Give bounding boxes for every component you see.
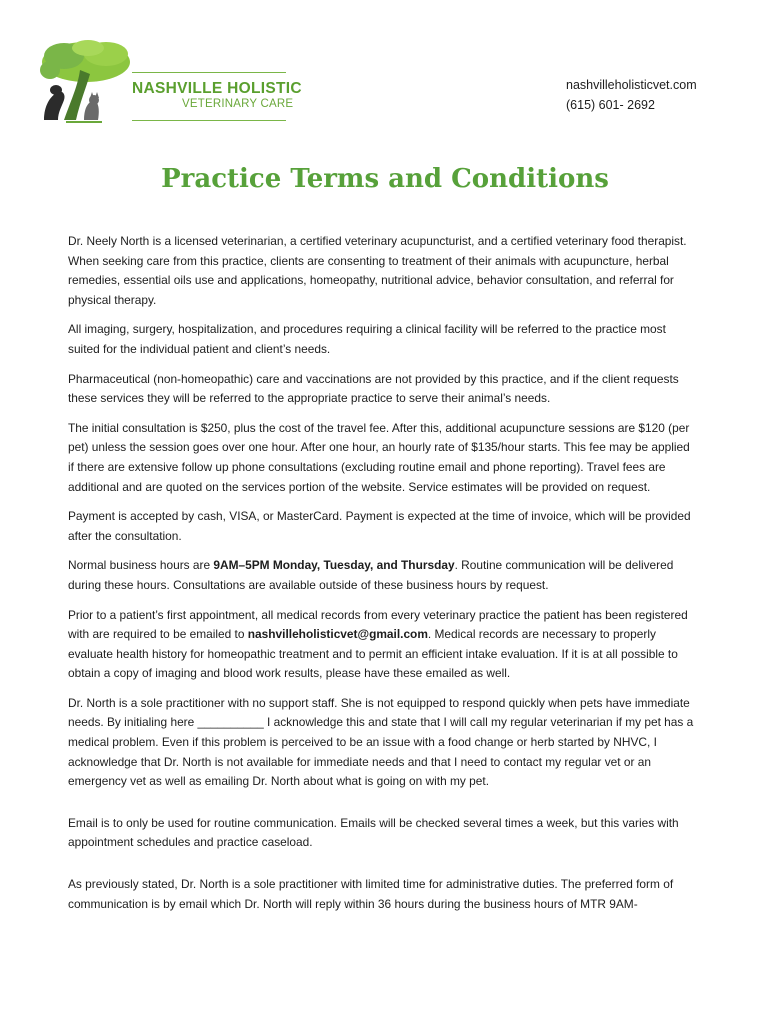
brand-name: NASHVILLE HOLISTIC: [132, 80, 302, 97]
paragraph-communication: As previously stated, Dr. North is a sole practitioner with limited time for administrative duties. The preferred form of communication is by email which Dr. North will reply within 36 hours during the business hours of MTR 9AM-: [68, 877, 674, 911]
tree-with-pets-icon: [36, 40, 136, 126]
paragraph-pharmaceutical: Pharmaceutical (non-homeopathic) care and vaccinations are not provided by this practice, and if the client requests these services they will be referred to the appropriate practice to serve their animal’s needs.: [68, 371, 679, 406]
phone-text: (615) 601- 2692: [566, 98, 655, 112]
terms-body: [68, 232, 698, 924]
paragraph-medical-records: Prior to a patient’s first appointment, all medical records from every veterinary practice the patient has been registered with are required to be emailed to nashvilleholisticvet@gmail.com. Medical records are necessary to properly evaluate health history for homeopathic treatment and to permit an efficient intake evaluation. If it is at all possible to obtain a copy of imaging and blood work results, please have these emailed as well.: [68, 607, 688, 681]
paragraph-payment: Payment is accepted by cash, VISA, or MasterCard. Payment is expected at the time of invoice, which will be provided after the consultation.: [68, 509, 691, 543]
records-email-text: nashvilleholisticvet@gmail.com: [247, 627, 428, 642]
logo-rule-bottom: [132, 120, 286, 121]
practice-logo: [36, 40, 302, 126]
paragraph-email-usage: Email is to only be used for routine communication. Emails will be checked several times a week, but this varies with appointment schedules and practice caseload.: [68, 815, 679, 850]
paragraph-fees: The initial consultation is $250, plus the cost of the travel fee. After this, additional acupuncture sessions are $120 (per pet) unless the session goes over one hour. After one hour, an hourly rate of $135/hour starts. This fee may be applied if there are extensive follow up phone consultations (excluding routine email and phone reporting). Travel fees are additional and are quoted on the services portion of the website. Service estimates will be provided on request.: [68, 420, 690, 494]
paragraph-sole-practitioner: Dr. North is a sole practitioner with no support staff. She is not equipped to respond quickly when pets have immediate needs. By initialing here __________ I acknowledge this and state that I will call my regular veterinarian if my pet has a medical problem. Even if this problem is perceived to be an issue with a food change or herb started by NHVC, I acknowledge that Dr. North is not available for immediate needs and that I need to contact my regular vet or an emergency vet as well as emailing Dr. North about what is going on with my pet.: [68, 695, 694, 789]
paragraph-services: Dr. Neely North is a licensed veterinarian, a certified veterinary acupuncturist, and a certified veterinary food therapist. When seeking care from this practice, clients are consenting to treatment of their animals with acupuncture, herbal remedies, essential oils use and applications, homeopathy, nutritional advice, behavior consultation, and referral for physical therapy.: [68, 234, 687, 307]
paragraph-referrals: All imaging, surgery, hospitalization, and procedures requiring a clinical facility will be referred to the practice most suited for the individual patient and client’s needs.: [68, 322, 666, 356]
page-title: Practice Terms and Conditions: [161, 164, 609, 194]
contact-block: [566, 75, 697, 115]
paragraph-business-hours: Normal business hours are 9AM–5PM Monday, Tuesday, and Thursday. Routine communication will be delivered during these hours. Consultations are available outside of these business hours by request.: [68, 558, 674, 592]
website-text: nashvilleholisticvet.com: [566, 78, 697, 92]
business-hours-text: 9AM–5PM Monday, Tuesday, and Thursday: [213, 558, 455, 573]
logo-rule-top: [132, 72, 286, 73]
brand-subtitle: VETERINARY CARE: [182, 98, 294, 110]
